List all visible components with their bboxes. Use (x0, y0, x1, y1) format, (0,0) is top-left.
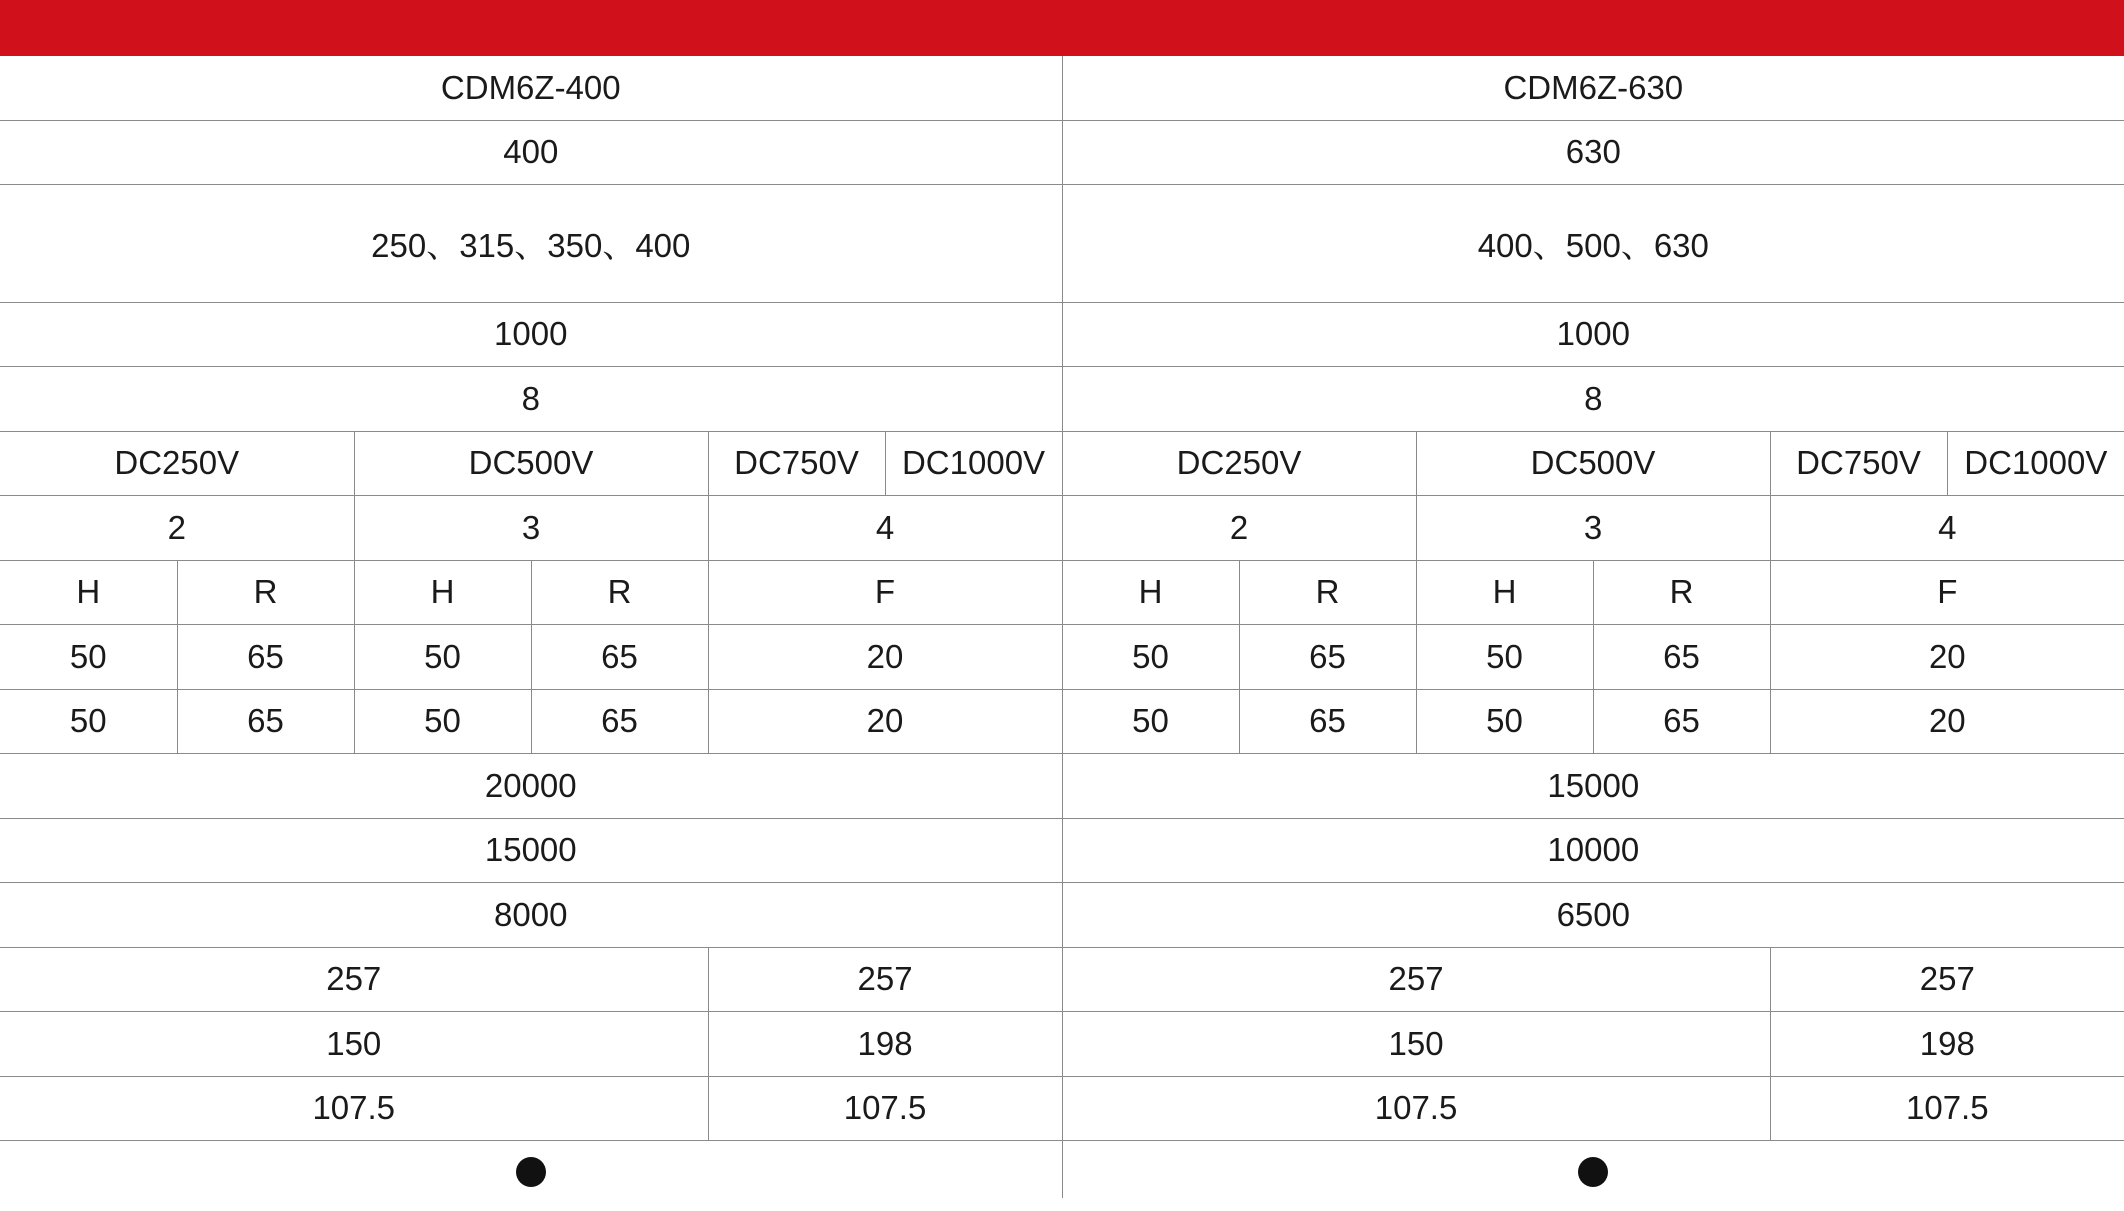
breaking-type-cell: R (1593, 560, 1770, 625)
width-cell: 198 (1770, 1012, 2124, 1077)
filled-circle-icon (516, 1157, 546, 1187)
indicator-cell (1062, 1141, 2124, 1199)
impulse-voltage: 8 (1062, 367, 2124, 432)
mechanical-life: 15000 (0, 818, 1062, 883)
voltage-cell: DC750V (1770, 431, 1947, 496)
width-cell: 150 (1062, 1012, 1770, 1077)
service-breaking-cell: 20 (1770, 689, 2124, 754)
voltage-cell: DC500V (354, 431, 708, 496)
rated-currents: 250、315、350、400 (0, 185, 1062, 303)
ultimate-breaking-cell: 50 (1416, 625, 1593, 690)
depth-cell: 107.5 (1062, 1076, 1770, 1141)
row-height (0, 947, 2124, 1012)
voltage-cell: DC500V (1416, 431, 1770, 496)
total-life: 15000 (1062, 754, 2124, 819)
row-depth (0, 1076, 2124, 1141)
row-mechanical-life (0, 818, 2124, 883)
poles-cell: 4 (1770, 496, 2124, 561)
insulation-voltage: 1000 (1062, 302, 2124, 367)
model-name: CDM6Z-400 (0, 56, 1062, 120)
voltage-cell: DC1000V (1947, 431, 2124, 496)
row-impulse-voltage (0, 367, 2124, 432)
impulse-voltage: 8 (0, 367, 1062, 432)
ultimate-breaking-cell: 50 (0, 625, 177, 690)
row-poles (0, 496, 2124, 561)
row-service-breaking (0, 689, 2124, 754)
poles-cell: 3 (1416, 496, 1770, 561)
height-cell: 257 (708, 947, 1062, 1012)
height-cell: 257 (1770, 947, 2124, 1012)
service-breaking-cell: 50 (354, 689, 531, 754)
service-breaking-cell: 65 (177, 689, 354, 754)
voltage-cell: DC750V (708, 431, 885, 496)
electrical-life: 6500 (1062, 883, 2124, 948)
width-cell: 150 (0, 1012, 708, 1077)
mechanical-life: 10000 (1062, 818, 2124, 883)
height-cell: 257 (1062, 947, 1770, 1012)
ultimate-breaking-cell: 20 (1770, 625, 2124, 690)
header-bar (0, 0, 2124, 56)
row-voltage (0, 431, 2124, 496)
indicator-cell (0, 1141, 1062, 1199)
breaking-type-cell: H (0, 560, 177, 625)
frame-current: 400 (0, 120, 1062, 185)
voltage-cell: DC250V (1062, 431, 1416, 496)
ultimate-breaking-cell: 20 (708, 625, 1062, 690)
poles-cell: 4 (708, 496, 1062, 561)
breaking-type-cell: H (354, 560, 531, 625)
poles-cell: 2 (1062, 496, 1416, 561)
frame-current: 630 (1062, 120, 2124, 185)
row-model (0, 56, 2124, 120)
service-breaking-cell: 20 (708, 689, 1062, 754)
ultimate-breaking-cell: 50 (354, 625, 531, 690)
voltage-cell: DC250V (0, 431, 354, 496)
voltage-cell: DC1000V (885, 431, 1062, 496)
depth-cell: 107.5 (1770, 1076, 2124, 1141)
breaking-type-cell: R (531, 560, 708, 625)
breaking-type-cell: R (177, 560, 354, 625)
filled-circle-icon (1578, 1157, 1608, 1187)
total-life: 20000 (0, 754, 1062, 819)
service-breaking-cell: 65 (1239, 689, 1416, 754)
breaking-type-cell: R (1239, 560, 1416, 625)
width-cell: 198 (708, 1012, 1062, 1077)
ultimate-breaking-cell: 65 (1593, 625, 1770, 690)
breaking-type-cell: H (1416, 560, 1593, 625)
poles-cell: 3 (354, 496, 708, 561)
depth-cell: 107.5 (0, 1076, 708, 1141)
height-cell: 257 (0, 947, 708, 1012)
breaking-type-cell: H (1062, 560, 1239, 625)
depth-cell: 107.5 (708, 1076, 1062, 1141)
row-width (0, 1012, 2124, 1077)
ultimate-breaking-cell: 65 (1239, 625, 1416, 690)
row-frame-current (0, 120, 2124, 185)
row-rated-currents (0, 185, 2124, 303)
ultimate-breaking-cell: 65 (177, 625, 354, 690)
service-breaking-cell: 50 (1416, 689, 1593, 754)
row-total-life (0, 754, 2124, 819)
breaking-type-cell: F (708, 560, 1062, 625)
row-insulation-voltage (0, 302, 2124, 367)
electrical-life: 8000 (0, 883, 1062, 948)
poles-cell: 2 (0, 496, 354, 561)
breaking-type-cell: F (1770, 560, 2124, 625)
rated-currents: 400、500、630 (1062, 185, 2124, 303)
row-indicator (0, 1141, 2124, 1199)
service-breaking-cell: 50 (0, 689, 177, 754)
row-breaking-type (0, 560, 2124, 625)
service-breaking-cell: 50 (1062, 689, 1239, 754)
model-name: CDM6Z-630 (1062, 56, 2124, 120)
service-breaking-cell: 65 (1593, 689, 1770, 754)
row-ultimate-breaking (0, 625, 2124, 690)
ultimate-breaking-cell: 50 (1062, 625, 1239, 690)
ultimate-breaking-cell: 65 (531, 625, 708, 690)
service-breaking-cell: 65 (531, 689, 708, 754)
row-electrical-life (0, 883, 2124, 948)
insulation-voltage: 1000 (0, 302, 1062, 367)
spec-table (0, 56, 2124, 1198)
